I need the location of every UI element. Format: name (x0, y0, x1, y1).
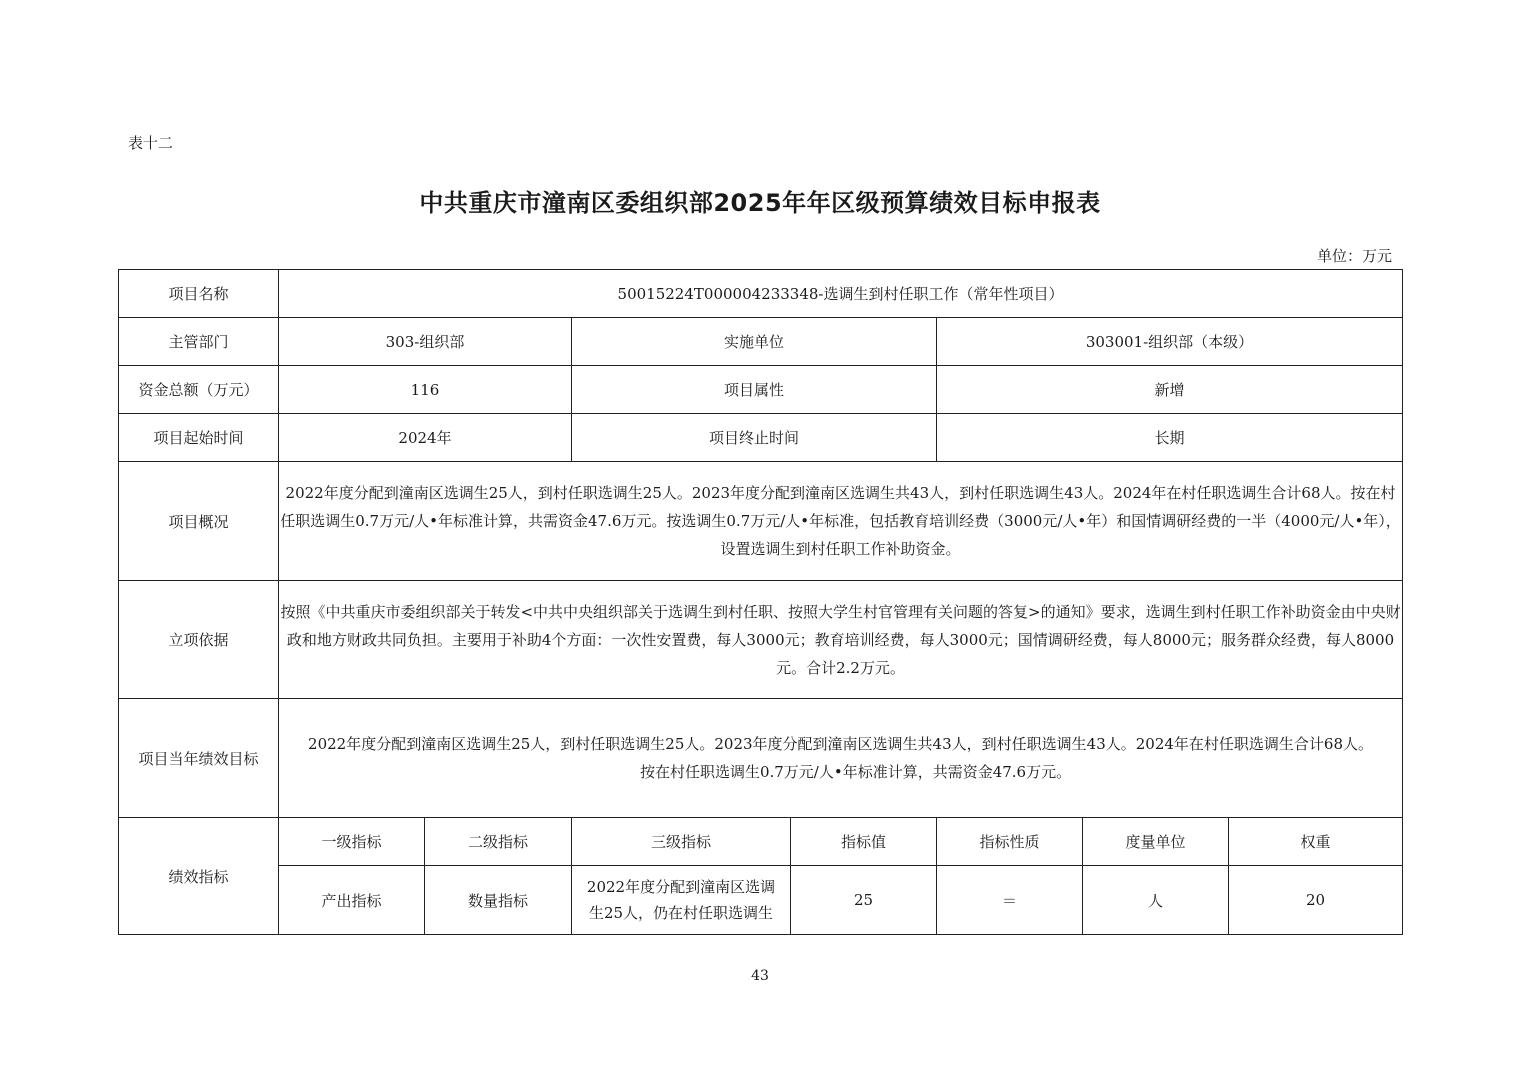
goal-text-para1: 2022年度分配到潼南区选调生25人，到村任职选调生25人。2023年度分配到潼南区选调生共43人，到村任职选调生43人。2024年在村任职选调生合计68人。 (308, 735, 1373, 753)
budget-form-table (118, 269, 1403, 935)
row-indicator-1 (119, 866, 1403, 935)
unit-label: 单位：万元 (1316, 247, 1392, 265)
header-nature: 指标性质 (937, 818, 1083, 866)
cell-level1: 产出指标 (279, 866, 425, 935)
cell-weight: 20 (1229, 866, 1403, 935)
header-level3: 三级指标 (572, 818, 791, 866)
overview-text: 2022年度分配到潼南区选调生25人，到村任职选调生25人。2023年度分配到潼南区选调生共43人，到村任职选调生43人。2024年在村任职选调生合计68人。按在村任职选调生0.7万元/人•年标准计算，共需资金47.6万元。按选调生0.7万元/人•年标准，包括教育培训经费（3000元/人•年）和国情调研经费的一半（4000元/人•年），设置选调生到村任职工作补助资金。 (279, 462, 1403, 581)
overview-label: 项目概况 (119, 462, 279, 581)
impl-unit-label: 实施单位 (572, 318, 937, 366)
fund-label: 资金总额（万元） (119, 366, 279, 414)
goal-text (279, 699, 1403, 818)
end-time-value: 长期 (937, 414, 1403, 462)
row-time (119, 414, 1403, 462)
end-time-label: 项目终止时间 (572, 414, 937, 462)
cell-level3 (572, 866, 791, 935)
cell-nature: ＝ (937, 866, 1083, 935)
table-number-label: 表十二 (128, 134, 174, 152)
start-time-value: 2024年 (279, 414, 572, 462)
cell-unit: 人 (1083, 866, 1229, 935)
fund-value: 116 (279, 366, 572, 414)
cell-level3-text: 2022年度分配到潼南区选调生25人，仍在村任职选调生 (586, 878, 776, 922)
page-number: 43 (751, 968, 769, 984)
row-project-name (119, 270, 1403, 318)
row-indicator-headers (119, 818, 1403, 866)
attr-label: 项目属性 (572, 366, 937, 414)
row-department (119, 318, 1403, 366)
goal-label: 项目当年绩效目标 (119, 699, 279, 818)
indicators-label: 绩效指标 (119, 818, 279, 935)
header-level1: 一级指标 (279, 818, 425, 866)
basis-label: 立项依据 (119, 581, 279, 699)
row-basis (119, 581, 1403, 699)
page-title: 中共重庆市潼南区委组织部2025年年区级预算绩效目标申报表 (419, 189, 1101, 217)
header-unit: 度量单位 (1083, 818, 1229, 866)
dept-value: 303-组织部 (279, 318, 572, 366)
impl-unit-value: 303001-组织部（本级） (937, 318, 1403, 366)
row-fund (119, 366, 1403, 414)
header-weight: 权重 (1229, 818, 1403, 866)
dept-label: 主管部门 (119, 318, 279, 366)
header-level2: 二级指标 (425, 818, 572, 866)
row-overview (119, 462, 1403, 581)
basis-text: 按照《中共重庆市委组织部关于转发<中共中央组织部关于选调生到村任职、按照大学生村官管理有关问题的答复>的通知》要求，选调生到村任职工作补助资金由中央财政和地方财政共同负担。主要用于补助4个方面：一次性安置费，每人3000元；教育培训经费，每人3000元；国情调研经费，每人8000元；服务群众经费，每人8000元。合计2.2万元。 (279, 581, 1403, 699)
cell-value: 25 (791, 866, 937, 935)
header-value: 指标值 (791, 818, 937, 866)
project-name-label: 项目名称 (119, 270, 279, 318)
cell-level2: 数量指标 (425, 866, 572, 935)
project-name-value: 50015224T000004233348-选调生到村任职工作（常年性项目） (279, 270, 1403, 318)
attr-value: 新增 (937, 366, 1403, 414)
start-time-label: 项目起始时间 (119, 414, 279, 462)
goal-text-para2: 按在村任职选调生0.7万元/人•年标准计算，共需资金47.6万元。 (639, 763, 1072, 781)
row-goal (119, 699, 1403, 818)
